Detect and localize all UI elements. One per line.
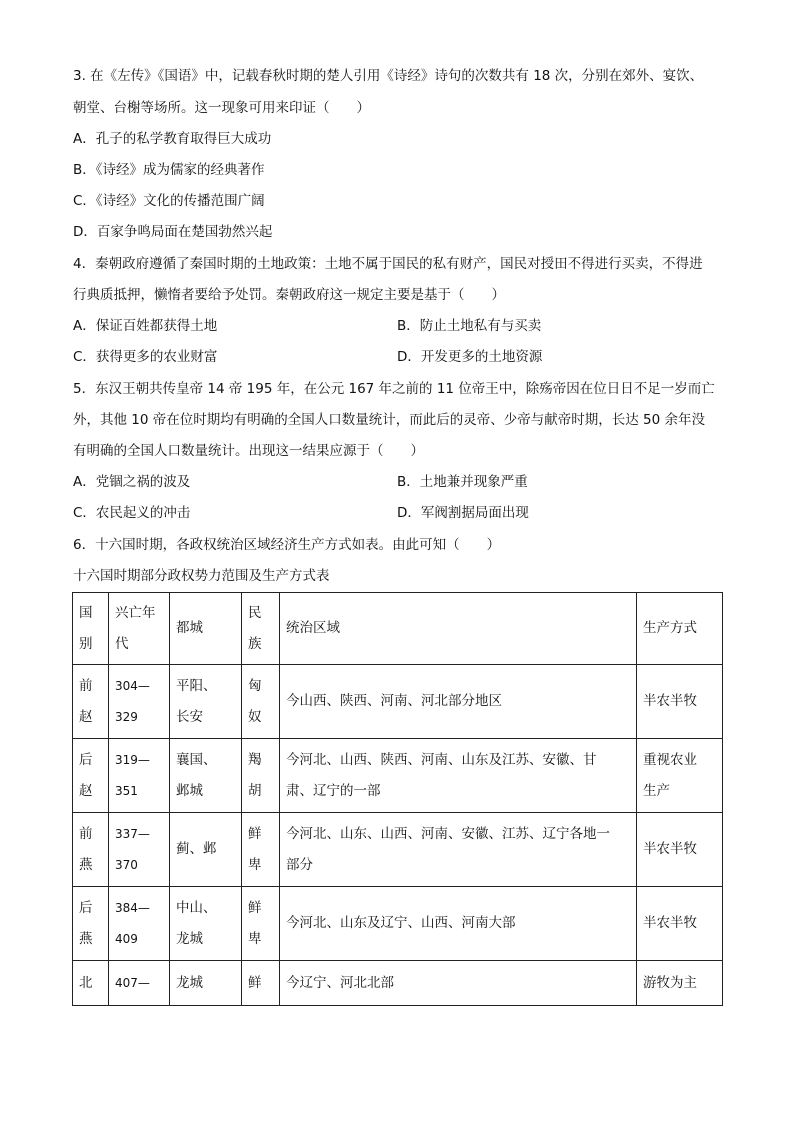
cell-text: 319— xyxy=(115,752,150,767)
q4-option-d: D．开发更多的土地资源 xyxy=(397,349,543,365)
header-cell xyxy=(280,593,637,665)
capital-cell xyxy=(170,739,242,813)
mode-cell xyxy=(637,887,723,961)
cell-text: 卑 xyxy=(248,930,262,947)
cell-text: 前 xyxy=(79,825,93,842)
cell-text: 半农半牧 xyxy=(643,693,697,709)
mode-cell xyxy=(637,961,723,1006)
cell-text: 燕 xyxy=(79,930,93,947)
cell-text: 今河北、山东、山西、河南、安徽、江苏、辽宁各地一 xyxy=(286,825,610,842)
q5-stem-line1: 5．东汉王朝共传皇帝 14 帝 195 年，在公元 167 年之前的 11 位帝王中，除殇帝因在位日日不足一岁而亡 xyxy=(73,381,715,397)
header-cell xyxy=(242,593,280,665)
regime-name-cell xyxy=(73,665,109,739)
q5-option-b: B．土地兼并现象严重 xyxy=(397,474,528,490)
table-row xyxy=(73,739,723,813)
q3-option-a: A．孔子的私学教育取得巨大成功 xyxy=(73,131,272,147)
q4-stem-line2: 行典质抵押，懒惰者要给予处罚。秦朝政府这一规定主要是基于（ ） xyxy=(73,287,505,303)
header-text: 民 xyxy=(248,604,262,621)
header-text: 族 xyxy=(248,635,262,652)
mode-cell xyxy=(637,665,723,739)
cell-text: 长安 xyxy=(176,708,203,725)
q5-option-a: A．党锢之祸的波及 xyxy=(73,474,191,490)
region-cell xyxy=(280,665,637,739)
region-cell xyxy=(280,887,637,961)
years-cell xyxy=(109,739,170,813)
header-text: 别 xyxy=(79,635,93,652)
cell-text: 襄国、 xyxy=(176,751,217,768)
header-cell xyxy=(73,593,109,665)
ethnic-cell xyxy=(242,739,280,813)
cell-text: 409 xyxy=(115,931,138,946)
header-cell xyxy=(637,593,723,665)
q4-option-b: B．防止土地私有与买卖 xyxy=(397,318,542,334)
ethnic-cell xyxy=(242,961,280,1006)
q5-option-d: D．军阀割据局面出现 xyxy=(397,505,529,521)
table-row xyxy=(73,813,723,887)
q4-option-c: C．获得更多的农业财富 xyxy=(73,349,218,365)
table-row xyxy=(73,665,723,739)
ethnic-cell xyxy=(242,813,280,887)
years-cell xyxy=(109,961,170,1006)
cell-text: 鲜 xyxy=(248,974,262,991)
cell-text: 今河北、山西、陕西、河南、山东及江苏、安徽、甘 xyxy=(286,751,597,768)
q3-option-b: B．《诗经》成为儒家的经典著作 xyxy=(73,162,265,178)
table-row xyxy=(73,887,723,961)
cell-text: 半农半牧 xyxy=(643,841,697,857)
header-text: 国 xyxy=(79,604,93,621)
cell-text: 370 xyxy=(115,857,138,872)
cell-text: 329 xyxy=(115,709,138,724)
table-header-row xyxy=(73,593,723,665)
cell-text: 游牧为主 xyxy=(643,974,697,991)
header-cell xyxy=(170,593,242,665)
cell-text: 半农半牧 xyxy=(643,915,697,931)
cell-text: 407— xyxy=(115,975,150,990)
cell-text: 肃、辽宁的一部 xyxy=(286,782,381,799)
cell-text: 龙城 xyxy=(176,930,203,947)
regime-name-cell xyxy=(73,887,109,961)
regime-name-cell xyxy=(73,739,109,813)
header-cell xyxy=(109,593,170,665)
header-text: 代 xyxy=(115,635,129,652)
cell-text: 304— xyxy=(115,678,150,693)
region-cell xyxy=(280,961,637,1006)
regime-table xyxy=(72,592,723,1006)
cell-text: 337— xyxy=(115,826,150,841)
cell-text: 今河北、山东及辽宁、山西、河南大部 xyxy=(286,915,516,931)
cell-text: 部分 xyxy=(286,856,313,873)
cell-text: 卑 xyxy=(248,856,262,873)
capital-cell xyxy=(170,665,242,739)
cell-text: 北 xyxy=(79,974,93,991)
q4-option-a: A．保证百姓都获得土地 xyxy=(73,318,218,334)
capital-cell xyxy=(170,887,242,961)
regime-name-cell xyxy=(73,961,109,1006)
cell-text: 后 xyxy=(79,899,93,916)
q3-option-d: D．百家争鸣局面在楚国勃然兴起 xyxy=(73,224,273,240)
cell-text: 蓟、邺 xyxy=(176,841,217,857)
q5-option-c: C．农民起义的冲击 xyxy=(73,505,191,521)
ethnic-cell xyxy=(242,887,280,961)
q6-stem-line1: 6．十六国时期，各政权统治区域经济生产方式如表。由此可知（ ） xyxy=(73,537,501,553)
cell-text: 胡 xyxy=(248,782,262,799)
header-text: 生产方式 xyxy=(643,620,697,636)
cell-text: 重视农业 xyxy=(643,751,697,768)
region-cell xyxy=(280,739,637,813)
table-caption: 十六国时期部分政权势力范围及生产方式表 xyxy=(73,568,330,584)
capital-cell xyxy=(170,961,242,1006)
cell-text: 燕 xyxy=(79,856,93,873)
years-cell xyxy=(109,665,170,739)
cell-text: 赵 xyxy=(79,708,93,725)
header-text: 都城 xyxy=(176,620,203,636)
cell-text: 351 xyxy=(115,783,138,798)
q4-stem-line1: 4．秦朝政府遵循了秦国时期的土地政策：土地不属于国民的私有财产，国民对授田不得进行买卖，不得进 xyxy=(73,256,703,272)
ethnic-cell xyxy=(242,665,280,739)
q3-option-c: C．《诗经》文化的传播范围广阔 xyxy=(73,193,265,209)
years-cell xyxy=(109,813,170,887)
q5-stem-line2: 外，其他 10 帝在位时期均有明确的全国人口数量统计，而此后的灵帝、少帝与献帝时期，长达 50 余年没 xyxy=(73,412,706,428)
cell-text: 鲜 xyxy=(248,825,262,842)
cell-text: 今山西、陕西、河南、河北部分地区 xyxy=(286,693,502,709)
cell-text: 邺城 xyxy=(176,782,203,799)
cell-text: 中山、 xyxy=(176,899,217,916)
cell-text: 奴 xyxy=(248,708,262,725)
header-text: 兴亡年 xyxy=(115,604,156,621)
cell-text: 后 xyxy=(79,751,93,768)
q5-stem-line3: 有明确的全国人口数量统计。出现这一结果应源于（ ） xyxy=(73,443,424,459)
cell-text: 平阳、 xyxy=(176,677,217,694)
region-cell xyxy=(280,813,637,887)
cell-text: 赵 xyxy=(79,782,93,799)
mode-cell xyxy=(637,739,723,813)
cell-text: 匈 xyxy=(248,677,262,694)
capital-cell xyxy=(170,813,242,887)
cell-text: 生产 xyxy=(643,782,670,799)
table-row xyxy=(73,961,723,1006)
regime-table-body xyxy=(73,593,723,1006)
cell-text: 前 xyxy=(79,677,93,694)
header-text: 统治区域 xyxy=(286,620,340,636)
cell-text: 羯 xyxy=(248,751,262,768)
cell-text: 鲜 xyxy=(248,899,262,916)
cell-text: 384— xyxy=(115,900,150,915)
q3-stem-line2: 朝堂、台榭等场所。这一现象可用来印证（ ） xyxy=(73,100,370,116)
mode-cell xyxy=(637,813,723,887)
q3-stem-line1: 3. 在《左传》《国语》中，记载春秋时期的楚人引用《诗经》诗句的次数共有 18 次，分别在郊外、宴饮、 xyxy=(73,68,704,84)
years-cell xyxy=(109,887,170,961)
cell-text: 今辽宁、河北北部 xyxy=(286,974,394,991)
regime-name-cell xyxy=(73,813,109,887)
cell-text: 龙城 xyxy=(176,974,203,991)
